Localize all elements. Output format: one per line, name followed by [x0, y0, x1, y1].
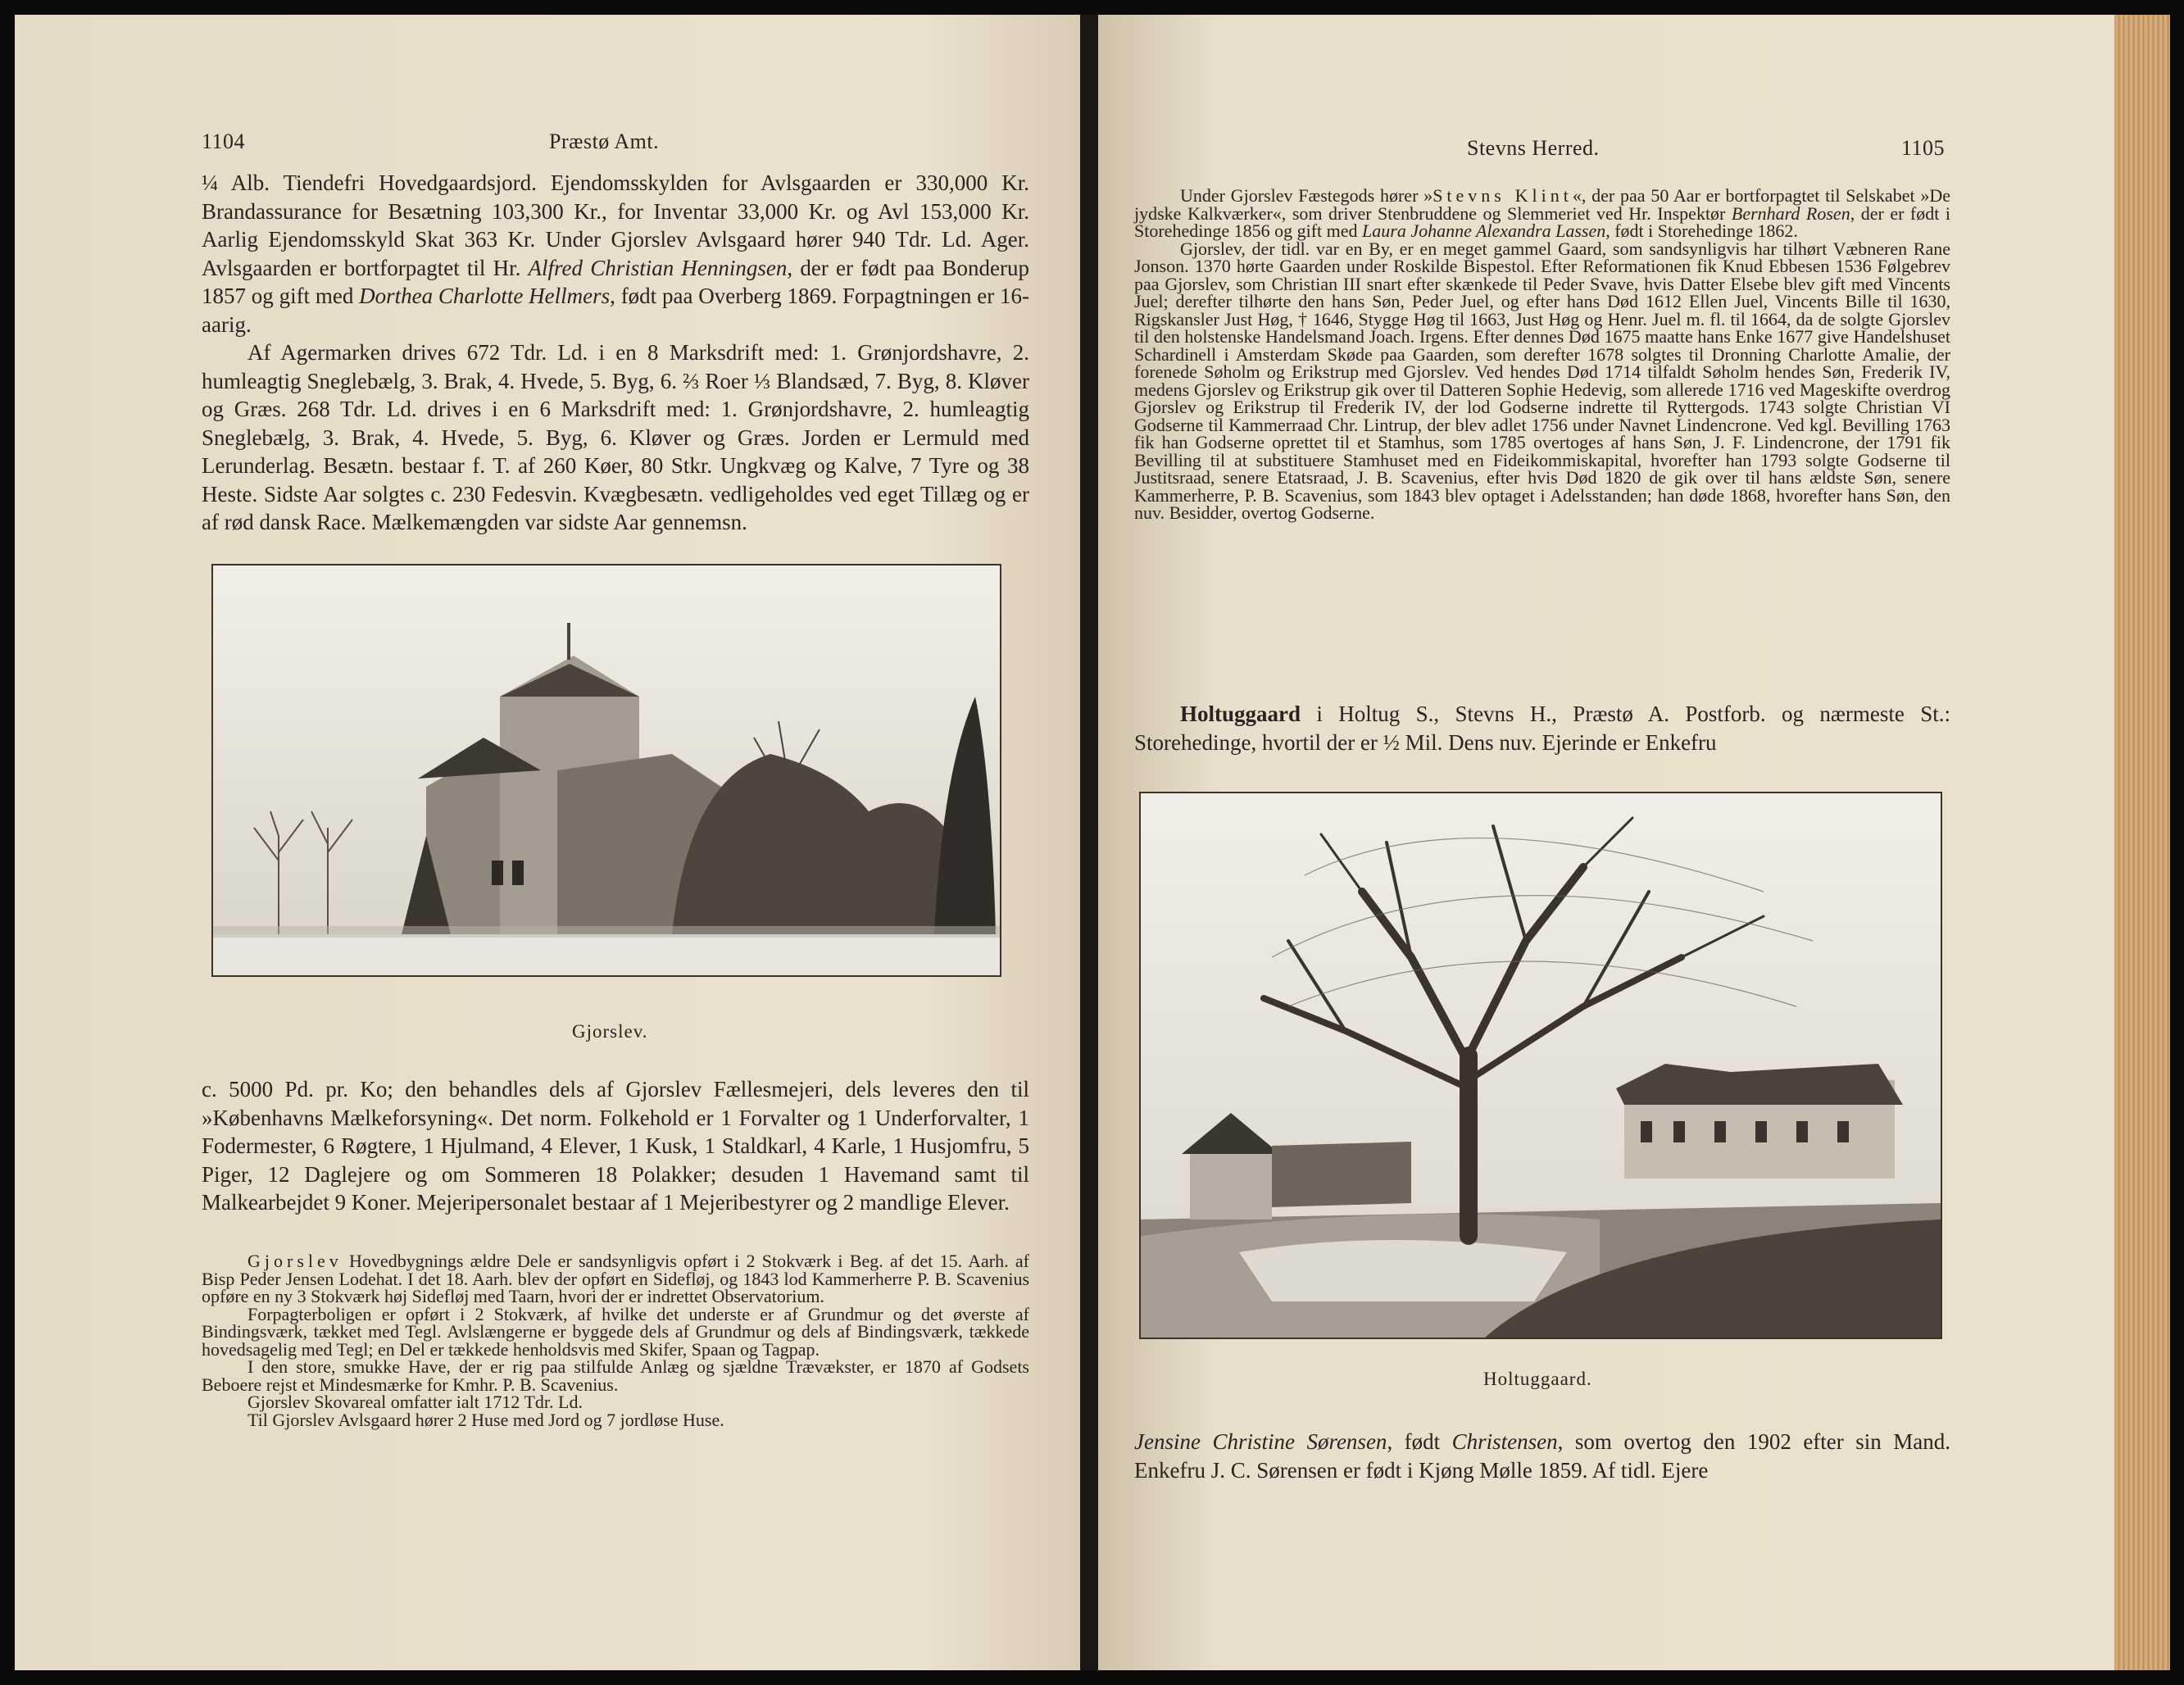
book-gutter: [1080, 15, 1098, 1670]
paragraph-2: Af Agermarken drives 672 Tdr. Ld. i en 8 Marksdrift med: 1. Grønjordshavre, 2. humleagtig Sneglebælg, 3. Brak, 4. Hvede, 5. Byg, 6. ⅔ Roer ⅓ Blandsæd, 7. Byg, 8. Kløver og Græs. 268 Tdr. Ld. drives i en 6 Marksdrift med: 1. Grønjordshavre, 2. humleagtig Sneglebælg, 3. Brak, 4. Hvede, 5. Byg, 6. Kløver og Græs. Jorden er Lermuld med Lerunderlag. Besætn. bestaar f. T. af 260 Køer, 80 Stkr. Ungkvæg og Kalve, 7 Tyre og 38 Heste. Sidste Aar solgtes c. 230 Fedesvin. Kvægbesætn. vedligeholdes ved eget Tillæg og er af rød dansk Race. Mælkemængden var sidste Aar gennemsn.: [202, 340, 1029, 534]
entry-holtuggaard: Holtuggaard i Holtug S., Stevns H., Præstø A. Postforb. og nærmeste St.: Storehedinge, hvortil der er ½ Mil. Dens nuv. Ejerinde er Enkefru: [1134, 702, 1950, 755]
small-paragraph: Gjorslev Hovedbygnings ældre Dele er sandsynligvis opført i 2 Stokværk i Beg. af det 15. Aarh. af Bisp Peder Jensen Lodehat. I det 18. Aarh. blev der opført en Sidefløj, og 1843 lod Kammerherre P. B. Scavenius opføre en ny 3 Stokværk høj Sidefløj med Taarn, hvori der er indrettet Observatorium.: [202, 1251, 1029, 1306]
entry-title: Holtuggaard: [1180, 702, 1301, 726]
small-paragraph: Til Gjorslev Avlsgaard hører 2 Huse med Jord og 7 jordløse Huse.: [247, 1409, 724, 1430]
small-print-right: [1134, 187, 1950, 522]
page-number-right: 1105: [1901, 136, 1946, 160]
small-paragraph: Forpagterboligen er opført i 2 Stokværk, af hvilke det underste er af Grundmur og det øverste af Bindingsværk, tækket med Tegl. Avlslængerne er byggede dels af Grundmur og dels af Bindingsværk, tækkede hovedsagelig med Tegl; en Del er tækkede henholdsvis med Skifer, Spaan og Tagpap.: [202, 1303, 1029, 1360]
small-print-left: [202, 1252, 1029, 1428]
person-name: Alfred Christian Henningsen: [528, 255, 788, 280]
running-head-left: Præstø Amt.: [549, 129, 660, 153]
caption-gjorslev: Gjorslev.: [572, 1021, 648, 1042]
left-page: [15, 15, 1080, 1670]
page-edges: [2114, 15, 2170, 1670]
small-paragraph: I den store, smukke Have, der er rig paa stilfulde Anlæg og sjældne Trævækster, er 1870 af Godsets Beboere rejst et Mindesmærke for Kmhr. P. B. Scavenius.: [202, 1356, 1029, 1395]
text-block-top-left: [202, 169, 1029, 537]
small-paragraph: Gjorslev, der tidl. var en By, er en meget gammel Gaard, som sandsynligvis har tilhørt Væbneren Rane Jonson. 1370 hørte Gaarden under Roskilde Bispestol. Efter Reformationen fik Knud Ebbesen 1536 Følgebrev paa Gjorslev, som Christian III snart efter skænkede til Peder Svave, hvis Datter Elsebe blev gift med Vincents Juel; derefter tilhørte den hans Søn, Peder Juel, og efter hans Død 1612 Ellen Juel, Vincents Bille til 1630, Rigskansler Just Høg, † 1646, Stygge Høg til 1663, Just Høg og Henr. Juel m. fl. til 1664, da de solgte Gjorslev til den holstenske Handelsmand Joach. Irgens. Efter dennes Død 1675 maatte hans Enke 1677 give Handelshuset Schardinell i Amsterdam Skøde paa Gaarden, som derefter 1678 solgtes til Dronning Charlotte Amalie, der forenede Søholm og Erikstrup med Gjorslev. Ved hendes Død 1714 tilfaldt Søholm hendes Søn, Frederik IV, medens Gjorslev og Erikstrup gik over til Datteren Sophie Hedevig, som allerede 1716 ved Mageskifte overdrog Gjorslev og Erikstrup til Frederik IV, der lod Godserne indrette til Ryttergods. 1743 solgte Christian VI Godserne til Kammerraad Chr. Lintrup, der blev adlet 1756 under Navnet Lindencrone. Ved kgl. Bevilling 1763 fik han Godserne oprettet til et Stamhus, som 1785 overtoges af hans Søn, J. F. Lindencrone, der 1791 fik Bevilling til at substituere Stamhuset med en Fideikommiskapital, hvorefter han 1793 solgte Godserne til Justitsraad, senere Etatsraad, J. B. Scavenius, efter hvis Død 1820 de gik over til hans ældste Søn, senere Kammerherre, P. B. Scavenius, som 1843 blev optaget i Adelsstanden; han døde 1868, hvorefter hans Søn, den nuv. Besidder, overtog Godserne.: [1134, 238, 1950, 523]
page-number-left: 1104: [202, 129, 246, 153]
right-page: [1098, 15, 2114, 1670]
photo-holtuggaard: [1139, 792, 1942, 1339]
paragraph-1: ¼ Alb. Tiendefri Hovedgaardsjord. Ejendomsskylden for Avlsgaarden er 330,000 Kr. Brandassurance for Besætning 103,300 Kr., for Inventar 33,000 Kr. og Avl 153,000 Kr. Aarlig Ejendomsskyld Skat 363 Kr. Under Gjorslev Avlsgaard hører 940 Tdr. Ld. Ager. Avlsgaarden er bortforpagtet til Hr. Alfred Christian Henningsen, der er født paa Bonderup 1857 og gift med Dorthea Charlotte Hellmers, født paa Overberg 1869. Forpagtningen er 16-aarig.: [202, 170, 1029, 337]
small-paragraph: Gjorslev Skovareal omfatter ialt 1712 Tdr. Ld.: [247, 1392, 583, 1412]
photo-gjorslev: [211, 564, 1001, 977]
person-name: Bernhard Rosen: [1731, 202, 1850, 224]
caption-holtuggaard: Holtuggaard.: [1483, 1369, 1592, 1389]
person-name: Christensen: [1451, 1429, 1558, 1454]
running-head-right: Stevns Herred.: [1467, 136, 1600, 160]
person-name: Laura Johanne Alexandra Lassen: [1362, 220, 1606, 241]
person-name: Jensine Christine Sørensen: [1134, 1429, 1387, 1454]
small-paragraph: Under Gjorslev Fæstegods hører »Stevns Klint«, der paa 50 Aar er bortforpagtet til Selskabet »De jydske Kalkværker«, som driver Stenbruddene og Slemmeriet ved Hr. Inspektør Bernhard Rosen, der er født i Storehedinge 1856 og gift med Laura Johanne Alexandra Lassen, født i Storehedinge 1862.: [1134, 185, 1951, 241]
text-block-bottom-left: c. 5000 Pd. pr. Ko; den behandles dels af Gjorslev Fællesmejeri, dels leveres den til »Københavns Mælkeforsyning«. Det norm. Folkehold er 1 Forvalter og 1 Underforvalter, 1 Fodermester, 6 Røgtere, 1 Hjulmand, 4 Elever, 1 Kusk, 1 Staldkarl, 4 Karle, 1 Husjomfru, 5 Piger, 12 Daglejere og om Sommeren 18 Polakker; desuden 1 Havemand samt til Malkearbejdet 9 Koner. Mejeripersonalet bestaar af 1 Mejeribestyrer og 2 mandlige Elever.: [202, 1077, 1029, 1215]
person-name: Dorthea Charlotte Hellmers: [359, 284, 611, 308]
text-block-bottom-right: Jensine Christine Sørensen, født Christensen, som overtog den 1902 efter sin Mand. Enkefru J. C. Sørensen er født i Kjøng Mølle 1859. Af tidl. Ejere: [1134, 1429, 1951, 1483]
